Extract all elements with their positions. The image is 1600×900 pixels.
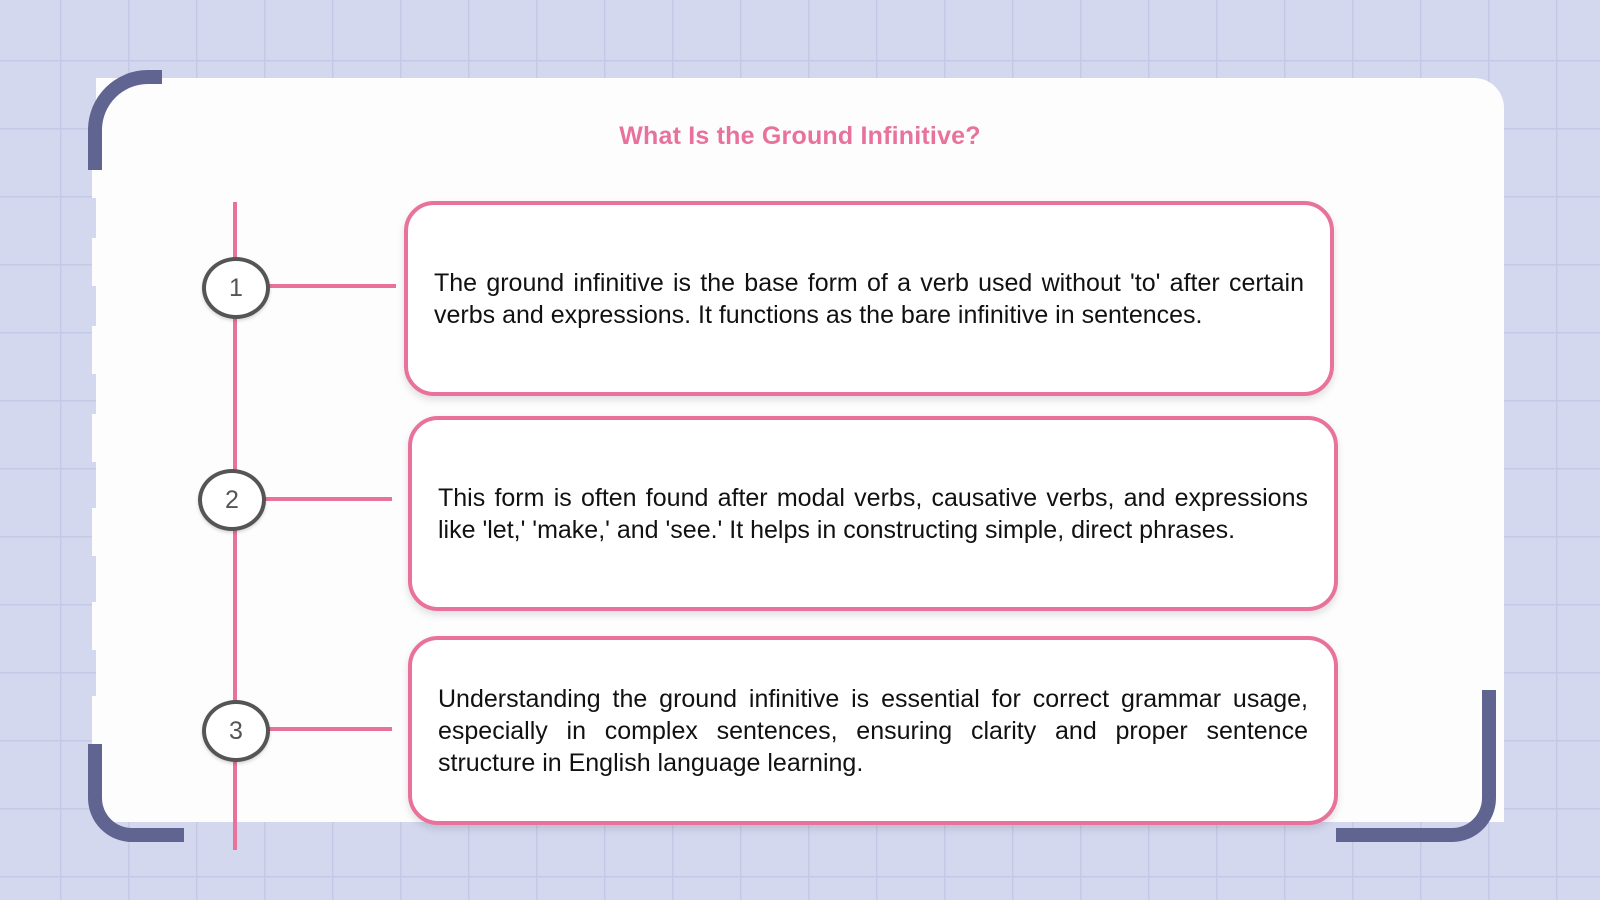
step-card-1 (404, 201, 1334, 396)
step-text-3: Understanding the ground infinitive is essential for correct grammar usage, especially in complex sentences, ensuring clarity and proper sentence structure in English language learning. (438, 684, 1308, 777)
step-number-2: 2 (198, 469, 266, 531)
timeline-connector (264, 497, 392, 501)
step-text-1: The ground infinitive is the base form of a verb used without 'to' after certain verbs and expressions. It functions as the bare infinitive in sentences. (434, 268, 1304, 329)
timeline-connector (268, 727, 392, 731)
slide-title: What Is the Ground Infinitive? (619, 122, 981, 150)
step-number-1: 1 (202, 257, 270, 319)
step-number-3: 3 (202, 700, 270, 762)
corner-bracket-bottom-left (88, 744, 184, 842)
corner-bracket-bottom-right (1336, 690, 1496, 842)
step-text-2: This form is often found after modal verbs, causative verbs, and expressions like 'let,' 'make,' and 'see.' It helps in constructing simple, direct phrases. (438, 483, 1308, 544)
timeline-connector (268, 284, 396, 288)
step-card-2 (408, 416, 1338, 611)
step-card-3 (408, 636, 1338, 825)
